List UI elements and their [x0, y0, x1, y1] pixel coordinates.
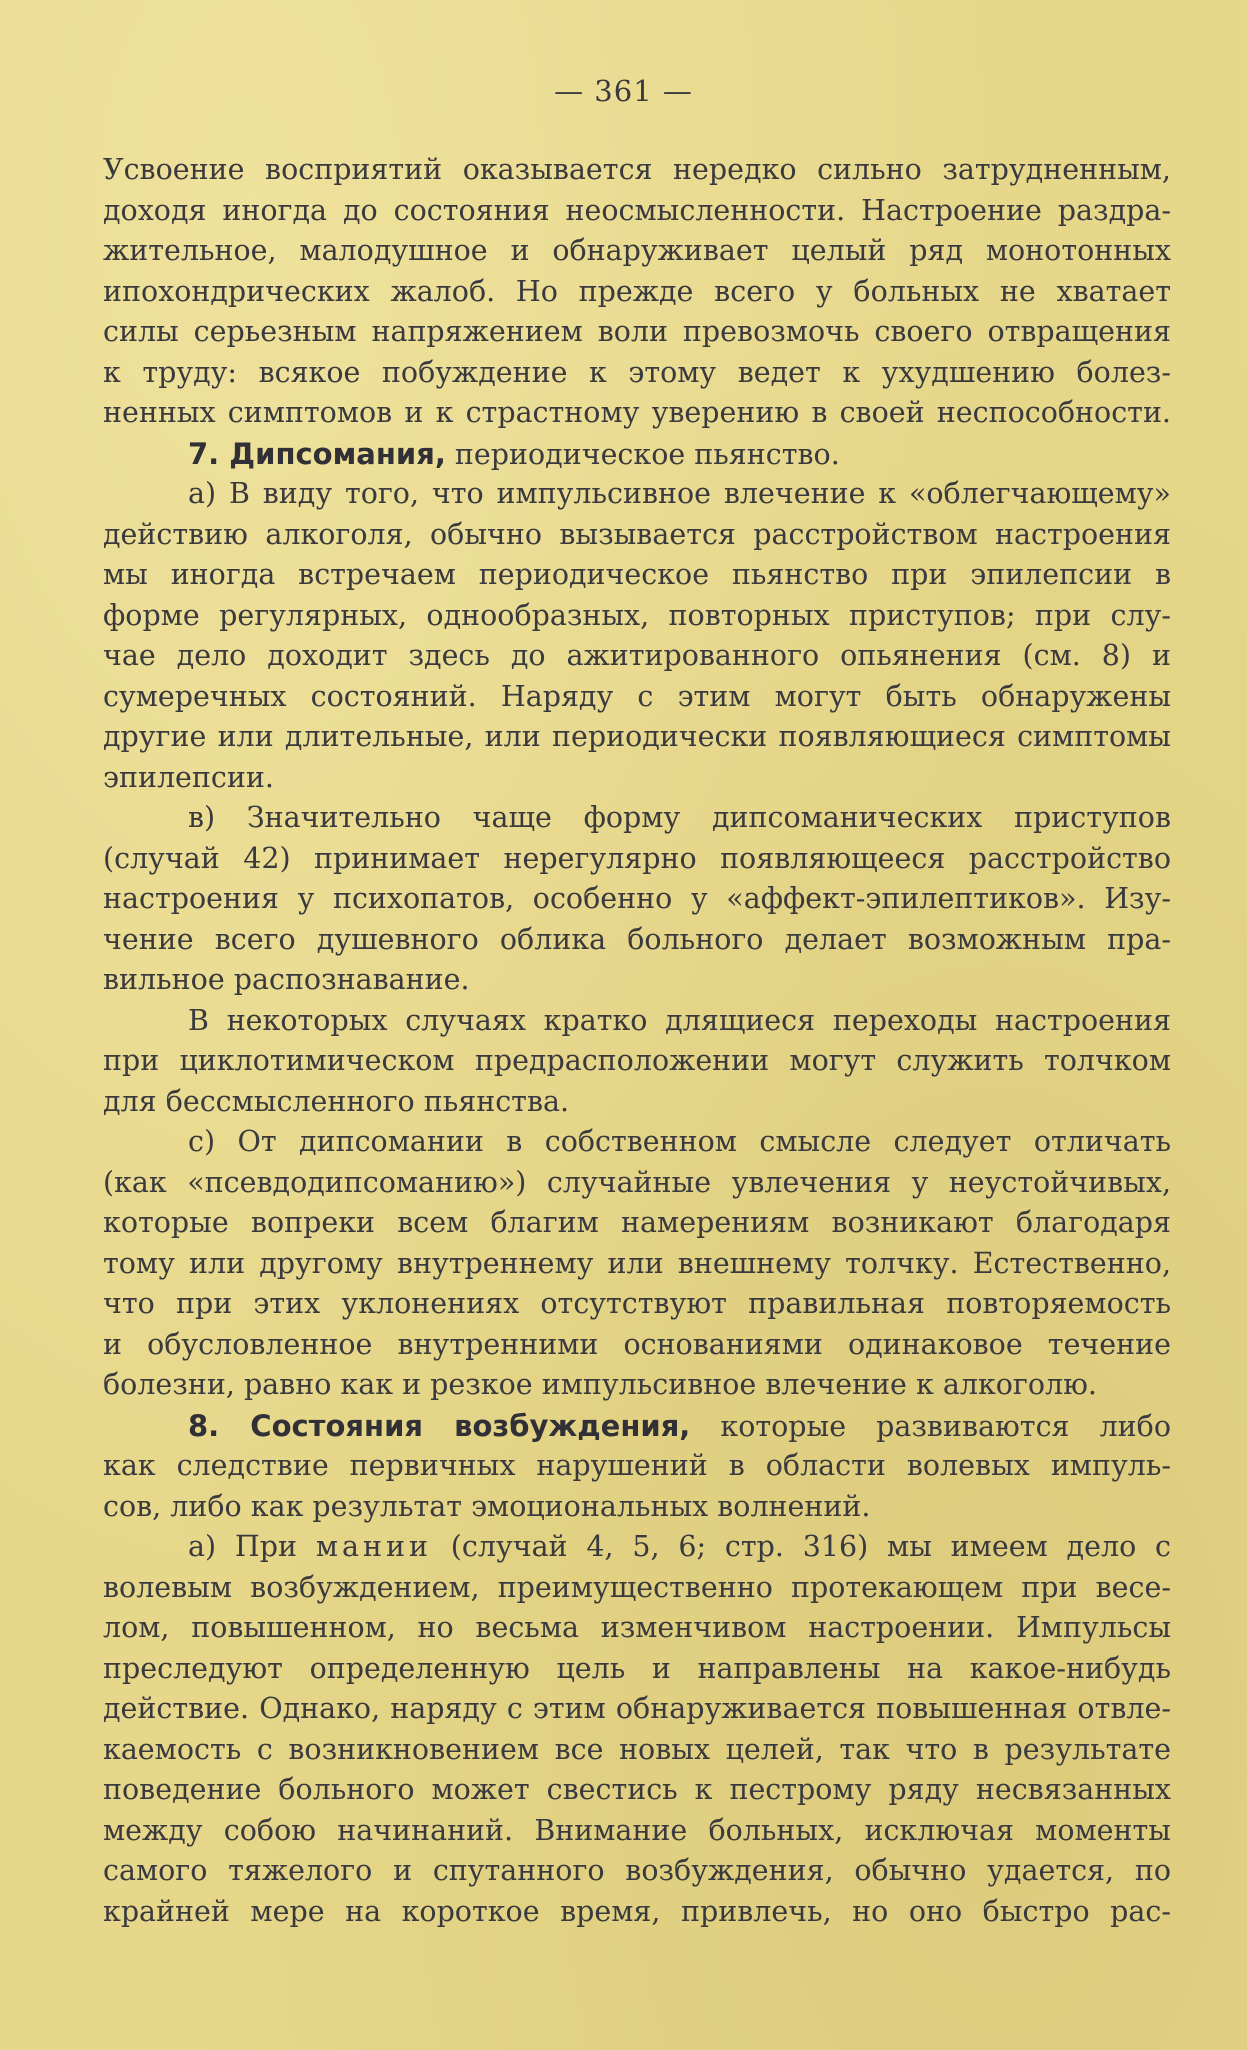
text-line: силы серьезным напряжением воли превозмочь своего отвращения: [103, 315, 1171, 348]
text-line: что при этих уклонениях отсутствуют правильная повторяемость: [103, 1287, 1171, 1320]
text-line: поведение больного может свестись к пестрому ряду несвязанных: [103, 1773, 1171, 1806]
section-title: 7. Дипсомания,: [188, 436, 446, 471]
text-line: Усвоение восприятий оказывается нередко сильно затрудненным,: [103, 153, 1171, 186]
heading-line: [103, 434, 1171, 475]
text-line: форме регулярных, однообразных, повторных приступов; при слу-: [103, 598, 1171, 632]
page-number: — 361 —: [554, 74, 693, 108]
text-line: преследуют определенную цель и направлены на какое-нибудь: [103, 1651, 1171, 1685]
text-fragment: а) При: [188, 1530, 316, 1563]
emphasized-term: мании: [315, 1530, 432, 1563]
text-line: крайней мере на короткое время, привлечь, но оно быстро рас-: [103, 1894, 1171, 1928]
text-line: при циклотимическом предрасположении могут служить толчком: [103, 1044, 1171, 1077]
body-text: [103, 150, 1171, 1932]
text-line: ненных симптомов и к страстному уверению в своей неспособности.: [103, 396, 1171, 429]
paragraph-cyclothymic: [103, 1001, 1171, 1123]
paragraph-continuation: [103, 150, 1171, 434]
text-line: для бессмысленного пьянства.: [103, 1084, 570, 1118]
text-line: которые вопреки всем благим намерениям возникают благодаря: [103, 1206, 1171, 1239]
text-line: а) В виду того, что импульсивное влечение к «облегчающему»: [188, 477, 1171, 510]
text-line: действию алкоголя, обычно вызывается расстройством настроения: [103, 517, 1171, 551]
text-line: тому или другому внутреннему или внешнему толчку. Естественно,: [103, 1246, 1171, 1280]
section-title: 8. Состояния возбуждения,: [188, 1408, 691, 1443]
text-line: с) От дипсомании в собственном смысле следует отличать: [188, 1125, 1171, 1158]
text-line: чае дело доходит здесь до ажитированного опьянения (см. 8) и: [103, 639, 1171, 672]
text-line: вильное распознавание.: [103, 963, 470, 996]
paragraph-a: [103, 474, 1171, 798]
text-line: действие. Однако, наряду с этим обнаруживается повышенная отвле-: [103, 1692, 1171, 1725]
paragraph-mania: [103, 1527, 1171, 1932]
text-line: [103, 1527, 1171, 1568]
text-line: лом, повышенном, но весьма изменчивом настроении. Импульсы: [103, 1611, 1171, 1644]
paragraph-c: [103, 1122, 1171, 1406]
text-line: (случай 42) принимает нерегулярно появляющееся расстройство: [103, 841, 1171, 875]
text-line: самого тяжелого и спутанного возбуждения, обычно удается, по: [103, 1854, 1171, 1887]
section-heading-excitation: [103, 1406, 1171, 1528]
text-line: между собою начинаний. Внимание больных, исключая моменты: [103, 1813, 1171, 1847]
text-line: доходя иногда до состояния неосмысленности. Настроение раздра-: [103, 193, 1171, 227]
text-line: настроения у психопатов, особенно у «аффект-эпилептиков». Изу-: [103, 882, 1171, 915]
text-line: В некоторых случаях кратко длящиеся переходы настроения: [188, 1003, 1171, 1037]
text-line: и обусловленное внутренними основаниями одинаковое течение: [103, 1327, 1171, 1361]
text-line: (как «псевдодипсоманию») случайные увлечения у неустойчивых,: [103, 1165, 1171, 1199]
text-line: ипохондрических жалоб. Но прежде всего у больных не хватает: [103, 274, 1171, 308]
section-subtitle: периодическое пьянство.: [445, 437, 840, 471]
text-line: сов, либо как результат эмоциональных волнений.: [103, 1489, 871, 1523]
text-line: жительное, малодушное и обнаруживает целый ряд монотонных: [103, 234, 1171, 267]
section-subtitle: которые развиваются либо: [690, 1409, 1171, 1443]
text-line: чение всего душевного облика больного делает возможным пра-: [103, 922, 1171, 956]
text-line: другие или длительные, или периодически появляющиеся симптомы: [103, 720, 1171, 753]
text-line: эпилепсии.: [103, 760, 274, 794]
text-line: болезни, равно как и резкое импульсивное влечение к алкоголю.: [103, 1368, 1097, 1401]
text-line: волевым возбуждением, преимущественно протекающем при весе-: [103, 1570, 1171, 1604]
text-line: мы иногда встречаем периодическое пьянство при эпилепсии в: [103, 558, 1171, 591]
text-line: как следствие первичных нарушений в области волевых импуль-: [103, 1449, 1171, 1482]
section-heading-dipsomania: [103, 434, 1171, 475]
heading-line: [103, 1406, 1171, 1447]
text-line: каемость с возникновением все новых целей, так что в результате: [103, 1732, 1171, 1766]
text-line: в) Значительно чаще форму дипсоманических приступов: [188, 801, 1171, 834]
text-fragment: (случай 4, 5, 6; стр. 316) мы имеем дело с: [431, 1530, 1171, 1563]
text-line: к труду: всякое побуждение к этому ведет к ухудшению болез-: [103, 355, 1171, 389]
text-line: сумеречных состояний. Наряду с этим могут быть обнаружены: [103, 679, 1171, 713]
paragraph-b: [103, 798, 1171, 1001]
